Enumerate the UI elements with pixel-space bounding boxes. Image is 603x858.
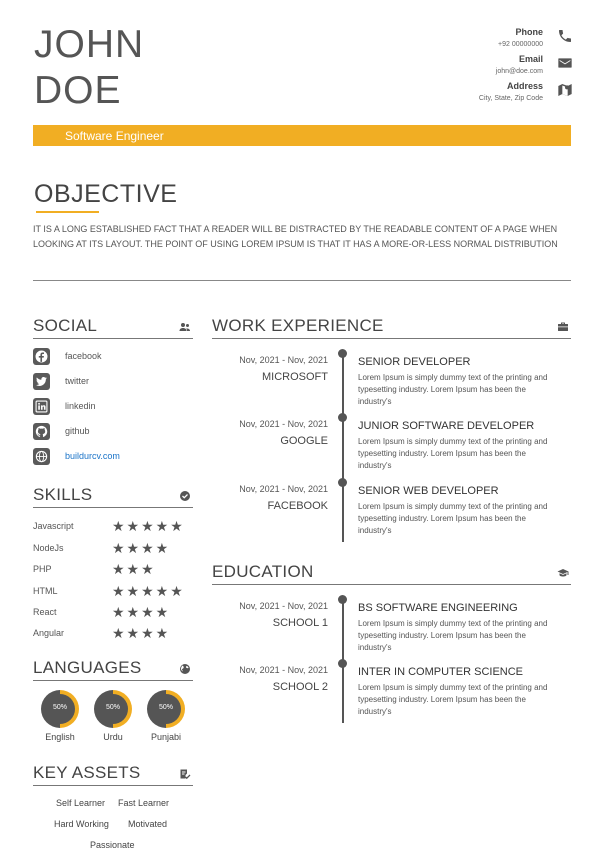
work-description: Lorem Ipsum is simply dummy text of the printing and typesetting industry. Lorem Ipsum has been the industry's xyxy=(358,373,548,406)
phone-label: Phone xyxy=(515,27,543,37)
skill-label: React xyxy=(33,607,57,617)
website-link[interactable]: buildurcv.com xyxy=(65,451,120,461)
asset-item: Hard Working xyxy=(54,819,109,829)
education-description: Lorem Ipsum is simply dummy text of the printing and typesetting industry. Lorem Ipsum has been the industry's xyxy=(358,683,548,716)
work-date: Nov, 2021 - Nov, 2021 xyxy=(239,484,328,494)
github-icon xyxy=(33,423,50,440)
envelope-icon xyxy=(557,55,573,71)
language-percent: 50% xyxy=(52,704,67,711)
assets-title: KEY ASSETS xyxy=(33,763,141,782)
education-date: Nov, 2021 - Nov, 2021 xyxy=(239,601,328,611)
graduation-cap-icon xyxy=(557,567,569,579)
language-percent: 50% xyxy=(158,704,173,711)
globe-icon xyxy=(33,448,50,465)
language-percent: 50% xyxy=(105,704,120,711)
education-header xyxy=(212,559,571,585)
work-timeline xyxy=(342,350,344,542)
work-header xyxy=(212,312,571,339)
users-icon xyxy=(179,321,191,333)
facebook-icon xyxy=(33,348,50,365)
asset-item: Passionate xyxy=(90,840,135,850)
skill-row xyxy=(33,542,193,556)
asset-item: Motivated xyxy=(128,819,168,829)
education-description: Lorem Ipsum is simply dummy text of the printing and typesetting industry. Lorem Ipsum has been the industry's xyxy=(358,619,548,652)
phone-value[interactable]: +92 00000000 xyxy=(498,41,543,48)
timeline-dot xyxy=(338,413,347,422)
education-school: SCHOOL 1 xyxy=(272,617,328,629)
skill-label: PHP xyxy=(33,564,52,574)
phone-icon xyxy=(557,28,573,44)
skill-label: NodeJs xyxy=(33,543,64,553)
star-rating: ★★★★ xyxy=(112,625,171,641)
social-website[interactable] xyxy=(33,448,193,466)
skill-row xyxy=(33,563,193,577)
social-label[interactable]: facebook xyxy=(65,351,102,361)
work-description: Lorem Ipsum is simply dummy text of the printing and typesetting industry. Lorem Ipsum has been the industry's xyxy=(358,437,548,470)
star-rating: ★★★ xyxy=(112,561,156,577)
languages-title: LANGUAGES xyxy=(33,658,142,677)
assets-header xyxy=(33,760,193,786)
language-english xyxy=(41,690,79,742)
twitter-icon xyxy=(33,373,50,390)
work-role: SENIOR DEVELOPER xyxy=(358,356,471,368)
briefcase-icon xyxy=(557,321,569,333)
social-title: SOCIAL xyxy=(33,316,98,335)
language-name: Punjabi xyxy=(150,732,182,742)
social-twitter[interactable] xyxy=(33,373,193,391)
contact-address xyxy=(373,80,573,107)
language-punjabi xyxy=(147,690,185,742)
social-facebook[interactable] xyxy=(33,348,193,366)
education-title: EDUCATION xyxy=(212,562,314,581)
language-name: English xyxy=(45,732,75,742)
work-company: GOOGLE xyxy=(280,435,328,447)
languages-header xyxy=(33,655,193,681)
objective-text: IT IS A LONG ESTABLISHED FACT THAT A READER WILL BE DISTRACTED BY THE READABLE CONTENT OF A PAGE WHEN LOOKING AT ITS LAYOUT. THE POINT OF USING LOREM IPSUM IS THAT IT HAS A MORE-OR-LESS NORMAL DISTRIBUTION xyxy=(33,224,558,249)
clipboard-check-icon xyxy=(179,768,191,780)
contact-block xyxy=(373,26,573,107)
star-rating: ★★★★ xyxy=(112,604,171,620)
work-date: Nov, 2021 - Nov, 2021 xyxy=(239,355,328,365)
education-date: Nov, 2021 - Nov, 2021 xyxy=(239,665,328,675)
asset-item: Self Learner xyxy=(56,798,106,808)
work-role: SENIOR WEB DEVELOPER xyxy=(358,485,499,497)
title-banner xyxy=(33,125,571,146)
progress-ring xyxy=(41,690,79,728)
progress-ring xyxy=(147,690,185,728)
first-name: JOHN xyxy=(34,23,145,66)
skill-label: Javascript xyxy=(33,521,74,531)
social-label[interactable]: twitter xyxy=(65,376,90,386)
address-label: Address xyxy=(506,81,543,91)
job-title: Software Engineer xyxy=(65,129,164,143)
map-icon xyxy=(557,82,573,98)
section-divider xyxy=(33,280,571,281)
skill-row xyxy=(33,585,193,599)
social-label[interactable]: linkedin xyxy=(65,401,96,411)
contact-phone xyxy=(373,26,573,53)
work-description: Lorem Ipsum is simply dummy text of the printing and typesetting industry. Lorem Ipsum has been the industry's xyxy=(358,502,548,535)
email-value[interactable]: john@doe.com xyxy=(495,68,543,75)
skills-header xyxy=(33,482,193,508)
timeline-dot xyxy=(338,595,347,604)
education-degree: INTER IN COMPUTER SCIENCE xyxy=(358,666,524,678)
asset-item: Fast Learner xyxy=(118,798,170,808)
work-date: Nov, 2021 - Nov, 2021 xyxy=(239,419,328,429)
contact-email xyxy=(373,53,573,80)
name-heading xyxy=(34,22,144,114)
email-label: Email xyxy=(518,54,543,64)
globe-icon xyxy=(179,663,191,675)
skill-label: HTML xyxy=(33,586,58,596)
last-name: DOE xyxy=(34,69,122,112)
timeline-dot xyxy=(338,349,347,358)
language-urdu xyxy=(94,690,132,742)
star-rating: ★★★★★ xyxy=(112,583,185,599)
skills-title: SKILLS xyxy=(33,485,93,504)
star-rating: ★★★★ xyxy=(112,540,171,556)
education-school: SCHOOL 2 xyxy=(272,681,328,693)
progress-ring xyxy=(94,690,132,728)
address-value: City, State, Zip Code xyxy=(478,95,543,102)
social-linkedin[interactable] xyxy=(33,398,193,416)
skill-row xyxy=(33,520,193,534)
skill-row xyxy=(33,627,193,641)
language-name: Urdu xyxy=(103,732,123,742)
objective-title: OBJECTIVE xyxy=(34,180,178,208)
star-rating: ★★★★★ xyxy=(112,518,185,534)
skill-row xyxy=(33,606,193,620)
work-role: JUNIOR SOFTWARE DEVELOPER xyxy=(358,420,535,432)
work-company: MICROSOFT xyxy=(262,371,328,383)
timeline-dot xyxy=(338,659,347,668)
social-github[interactable] xyxy=(33,423,193,441)
social-header xyxy=(33,312,193,339)
work-title: WORK EXPERIENCE xyxy=(212,316,384,335)
timeline-dot xyxy=(338,478,347,487)
education-degree: BS SOFTWARE ENGINEERING xyxy=(358,602,518,614)
skill-label: Angular xyxy=(33,628,65,638)
objective-underline xyxy=(36,211,99,213)
check-circle-icon xyxy=(179,490,191,502)
linkedin-icon xyxy=(33,398,50,415)
social-label[interactable]: github xyxy=(65,426,90,436)
work-company: FACEBOOK xyxy=(267,500,328,512)
